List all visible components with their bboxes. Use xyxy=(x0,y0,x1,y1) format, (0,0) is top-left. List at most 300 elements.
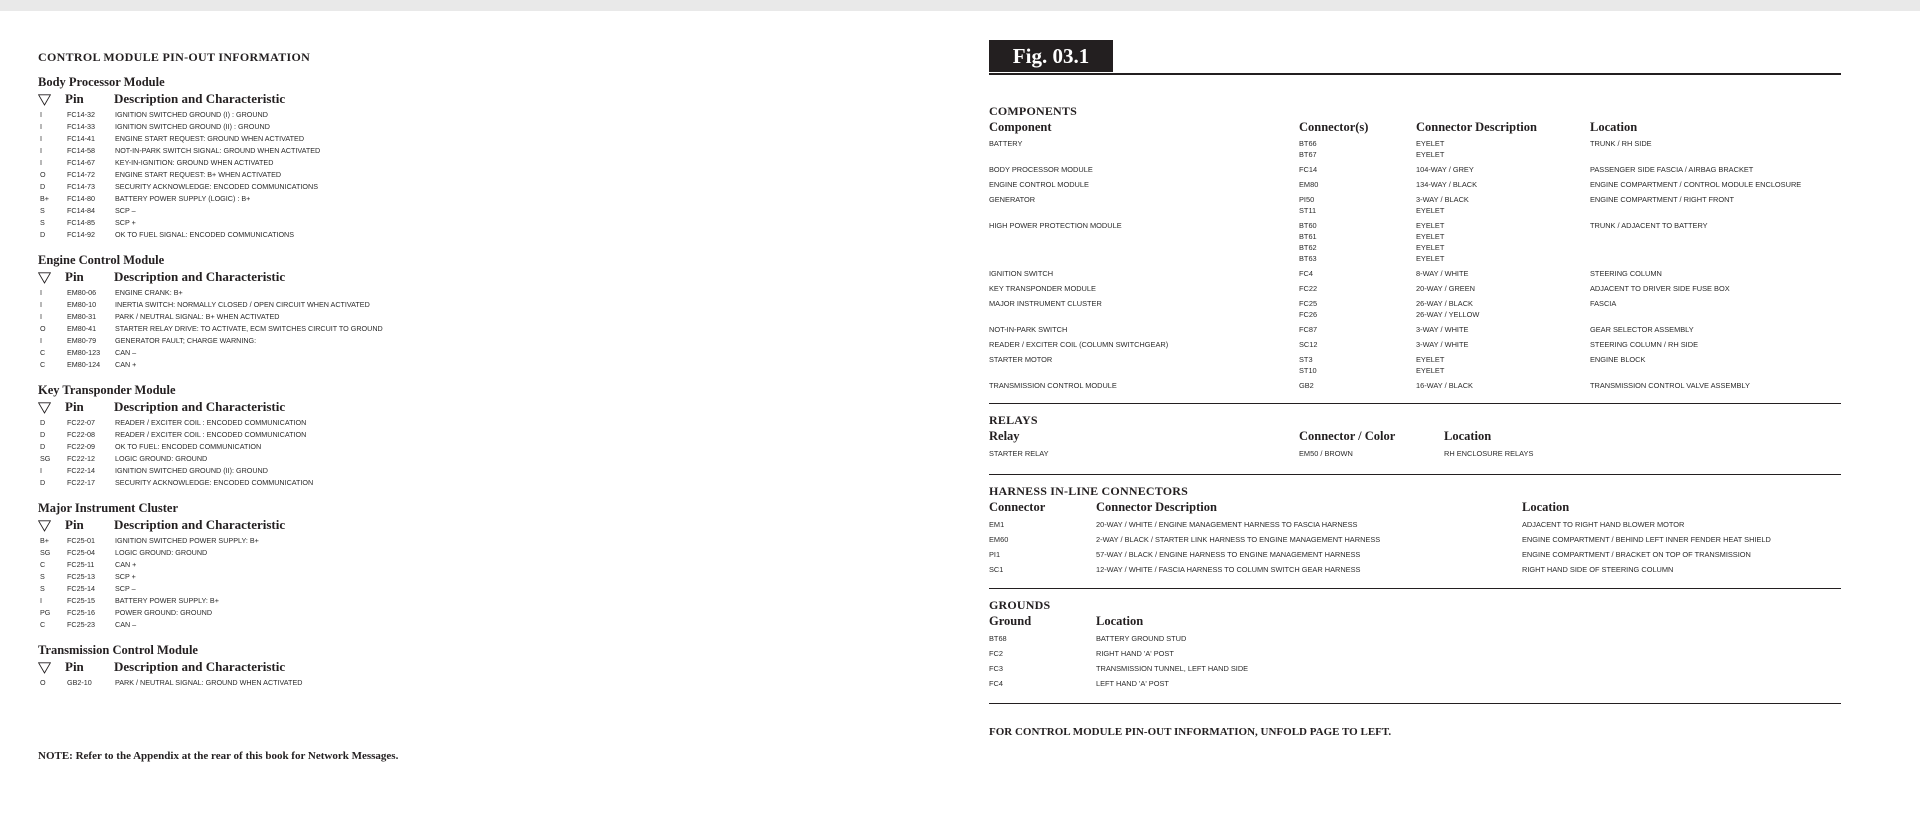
signal-type: I xyxy=(40,336,42,345)
pin-number: FC14-33 xyxy=(67,122,95,131)
signal-type: SG xyxy=(40,454,51,463)
pin-row xyxy=(38,535,938,547)
col-header-harness-description: Connector Description xyxy=(1096,500,1217,514)
pin-description: BATTERY POWER SUPPLY: B+ xyxy=(115,596,219,605)
pin-rows xyxy=(38,417,938,489)
network-note: NOTE: Refer to the Appendix at the rear of this book for Network Messages. xyxy=(38,750,399,762)
module-column-header xyxy=(38,398,938,415)
pin-number: EM80-41 xyxy=(67,324,97,333)
ground-row xyxy=(989,633,1841,648)
module-column-header xyxy=(38,516,938,533)
harness-description: 2-WAY / BLACK / STARTER LINK HARNESS TO ENGINE MANAGEMENT HARNESS xyxy=(1096,535,1381,544)
component-name: TRANSMISSION CONTROL MODULE xyxy=(989,381,1117,390)
pin-number: FC22-12 xyxy=(67,454,95,463)
pin-number: FC25-11 xyxy=(67,560,95,569)
component-location: ENGINE BLOCK xyxy=(1590,355,1646,364)
signal-type: O xyxy=(40,678,46,687)
connector-description: EYELET xyxy=(1416,243,1445,252)
figure-rule xyxy=(989,73,1841,75)
pin-number: FC22-08 xyxy=(67,430,95,439)
pin-number: FC22-07 xyxy=(67,418,95,427)
connector-id: ST3 xyxy=(1299,355,1313,364)
module-column-header xyxy=(38,90,938,107)
signal-type: D xyxy=(40,478,46,487)
harness-location: ENGINE COMPARTMENT / BEHIND LEFT INNER FENDER HEAT SHIELD xyxy=(1522,535,1771,544)
module-list xyxy=(38,75,938,689)
pin-number: EM80-79 xyxy=(67,336,97,345)
component-row xyxy=(989,298,1841,324)
connector-description: 3-WAY / BLACK xyxy=(1416,195,1469,204)
pin-description: PARK / NEUTRAL SIGNAL: GROUND WHEN ACTIVATED xyxy=(115,678,303,687)
pin-description: SECURITY ACKNOWLEDGE: ENCODED COMMUNICATIONS xyxy=(115,182,318,191)
module-section xyxy=(38,501,938,631)
component-location: GEAR SELECTOR ASSEMBLY xyxy=(1590,325,1694,334)
signal-type: C xyxy=(40,348,46,357)
pin-row xyxy=(38,109,938,121)
pin-description: SCP – xyxy=(115,584,136,593)
pin-number: FC25-01 xyxy=(67,536,95,545)
ground-id: FC3 xyxy=(989,664,1003,673)
harness-location: ENGINE COMPARTMENT / BRACKET ON TOP OF TRANSMISSION xyxy=(1522,550,1751,559)
signal-type: B+ xyxy=(40,194,49,203)
pin-row xyxy=(38,169,938,181)
connector-id: EM80 xyxy=(1299,180,1319,189)
components-title: COMPONENTS xyxy=(989,104,1078,118)
figure-label: Fig. 03.1 xyxy=(989,40,1113,72)
signal-type: C xyxy=(40,560,46,569)
pin-row xyxy=(38,311,938,323)
pin-row xyxy=(38,335,938,347)
pin-row xyxy=(38,477,938,489)
ground-id: FC4 xyxy=(989,679,1003,688)
connector-id: FC25 xyxy=(1299,299,1318,308)
pin-row xyxy=(38,359,938,371)
harness-connector: EM1 xyxy=(989,520,1005,529)
pin-rows xyxy=(38,109,938,241)
signal-type: O xyxy=(40,170,46,179)
components-header xyxy=(989,119,1841,136)
left-page xyxy=(38,48,938,689)
pin-number: FC25-04 xyxy=(67,548,95,557)
pin-number: FC14-72 xyxy=(67,170,95,179)
pin-row xyxy=(38,299,938,311)
module-column-header xyxy=(38,658,938,675)
pin-number: FC22-17 xyxy=(67,478,95,487)
pin-description: CAN – xyxy=(115,620,137,629)
component-location: STEERING COLUMN xyxy=(1590,269,1662,278)
component-location: TRANSMISSION CONTROL VALVE ASSEMBLY xyxy=(1590,381,1750,390)
signal-type: O xyxy=(40,324,46,333)
connector-id: BT66 xyxy=(1299,139,1317,148)
pin-description: BATTERY POWER SUPPLY (LOGIC) : B+ xyxy=(115,194,251,203)
connector-id: FC87 xyxy=(1299,325,1318,334)
signal-type: I xyxy=(40,312,42,321)
triangle-icon xyxy=(38,519,51,531)
pin-description: READER / EXCITER COIL : ENCODED COMMUNICATION xyxy=(115,430,307,439)
pin-number: EM80-31 xyxy=(67,312,97,321)
harness-row xyxy=(989,534,1841,549)
component-location: ADJACENT TO DRIVER SIDE FUSE BOX xyxy=(1590,284,1730,293)
col-header-harness-location: Location xyxy=(1522,500,1570,514)
col-header-ground: Ground xyxy=(989,614,1032,628)
pin-description: ENGINE CRANK: B+ xyxy=(115,288,183,297)
signal-type: C xyxy=(40,360,46,369)
signal-type: SG xyxy=(40,548,51,557)
harness-row xyxy=(989,549,1841,564)
col-header-component: Component xyxy=(989,120,1052,134)
connector-description: 20-WAY / GREEN xyxy=(1416,284,1476,293)
pin-header: Pin xyxy=(65,91,84,106)
module-section xyxy=(38,643,938,689)
component-name: BODY PROCESSOR MODULE xyxy=(989,165,1093,174)
signal-type: I xyxy=(40,288,42,297)
signal-type: S xyxy=(40,584,45,593)
pin-row xyxy=(38,559,938,571)
pin-number: FC14-32 xyxy=(67,110,95,119)
pin-description: ENGINE START REQUEST: B+ WHEN ACTIVATED xyxy=(115,170,282,179)
connector-id: SC12 xyxy=(1299,340,1318,349)
pin-row xyxy=(38,229,938,241)
description-header: Description and Characteristic xyxy=(114,517,286,532)
pin-description: IGNITION SWITCHED GROUND (I) : GROUND xyxy=(115,110,268,119)
col-header-ground-location: Location xyxy=(1096,614,1144,628)
page-title: CONTROL MODULE PIN-OUT INFORMATION xyxy=(38,50,311,64)
pin-description: INERTIA SWITCH: NORMALLY CLOSED / OPEN CIRCUIT WHEN ACTIVATED xyxy=(115,300,370,309)
pin-row xyxy=(38,157,938,169)
ground-location: RIGHT HAND 'A' POST xyxy=(1096,649,1174,658)
grounds-rows xyxy=(989,633,1841,693)
component-row xyxy=(989,164,1841,179)
connector-id: BT62 xyxy=(1299,243,1317,252)
pin-description: OK TO FUEL SIGNAL: ENCODED COMMUNICATIONS xyxy=(115,230,295,239)
connector-description: 3-WAY / WHITE xyxy=(1416,340,1469,349)
harness-connector: EM60 xyxy=(989,535,1009,544)
harness-row xyxy=(989,519,1841,534)
pin-row xyxy=(38,677,938,689)
pin-row xyxy=(38,181,938,193)
pin-rows xyxy=(38,287,938,371)
harness-header xyxy=(989,499,1841,516)
col-header-relay: Relay xyxy=(989,429,1020,443)
component-row xyxy=(989,380,1841,395)
component-name: READER / EXCITER COIL (COLUMN SWITCHGEAR) xyxy=(989,340,1169,349)
ground-row xyxy=(989,678,1841,693)
component-row xyxy=(989,220,1841,268)
description-header: Description and Characteristic xyxy=(114,91,286,106)
component-location: ENGINE COMPARTMENT / CONTROL MODULE ENCLOSURE xyxy=(1590,180,1802,189)
connector-description: EYELET xyxy=(1416,254,1445,263)
harness-description: 57-WAY / BLACK / ENGINE HARNESS TO ENGINE MANAGEMENT HARNESS xyxy=(1096,550,1361,559)
component-row xyxy=(989,138,1841,164)
grounds-section xyxy=(989,598,1841,693)
connector-id: FC4 xyxy=(1299,269,1313,278)
ground-location: BATTERY GROUND STUD xyxy=(1096,634,1187,643)
col-header-connector-color: Connector / Color xyxy=(1299,429,1396,443)
connector-description: 16-WAY / BLACK xyxy=(1416,381,1473,390)
pin-description: GENERATOR FAULT; CHARGE WARNING: xyxy=(115,336,257,345)
relay-name: STARTER RELAY xyxy=(989,449,1049,458)
ground-id: FC2 xyxy=(989,649,1003,658)
connector-description: EYELET xyxy=(1416,366,1445,375)
component-row xyxy=(989,194,1841,220)
component-location: PASSENGER SIDE FASCIA / AIRBAG BRACKET xyxy=(1590,165,1754,174)
component-row xyxy=(989,324,1841,339)
pin-description: KEY-IN-IGNITION: GROUND WHEN ACTIVATED xyxy=(115,158,274,167)
connector-id: FC22 xyxy=(1299,284,1318,293)
pin-number: FC22-09 xyxy=(67,442,95,451)
relay-connector: EM50 / BROWN xyxy=(1299,449,1353,458)
unfold-instruction: FOR CONTROL MODULE PIN-OUT INFORMATION, UNFOLD PAGE TO LEFT. xyxy=(989,726,1392,738)
component-name: GENERATOR xyxy=(989,195,1036,204)
section-rule xyxy=(989,703,1841,704)
pin-row xyxy=(38,429,938,441)
signal-type: D xyxy=(40,230,46,239)
connector-id: BT61 xyxy=(1299,232,1317,241)
connector-description: EYELET xyxy=(1416,232,1445,241)
pin-description: SCP + xyxy=(115,218,136,227)
connector-id: PI50 xyxy=(1299,195,1315,204)
connector-id: FC14 xyxy=(1299,165,1318,174)
connector-description: EYELET xyxy=(1416,206,1445,215)
connector-description: 134-WAY / BLACK xyxy=(1416,180,1478,189)
pin-rows xyxy=(38,677,938,689)
pin-header: Pin xyxy=(65,517,84,532)
signal-type: I xyxy=(40,122,42,131)
component-name: IGNITION SWITCH xyxy=(989,269,1054,278)
pin-row xyxy=(38,133,938,145)
pin-description: LOGIC GROUND: GROUND xyxy=(115,454,208,463)
connector-id: BT67 xyxy=(1299,150,1317,159)
signal-type: I xyxy=(40,596,42,605)
connector-description: EYELET xyxy=(1416,221,1445,230)
pin-rows xyxy=(38,535,938,631)
pin-row xyxy=(38,347,938,359)
col-header-connector: Connector xyxy=(989,500,1046,514)
pin-number: GB2-10 xyxy=(67,678,92,687)
connector-description: 26-WAY / YELLOW xyxy=(1416,310,1480,319)
section-rule xyxy=(989,403,1841,404)
pin-description: READER / EXCITER COIL : ENCODED COMMUNICATION xyxy=(115,418,307,427)
relays-title: RELAYS xyxy=(989,413,1038,427)
pin-number: FC14-67 xyxy=(67,158,95,167)
component-row xyxy=(989,268,1841,283)
component-row xyxy=(989,339,1841,354)
pin-row xyxy=(38,441,938,453)
col-header-relay-location: Location xyxy=(1444,429,1492,443)
pin-number: FC14-85 xyxy=(67,218,95,227)
pin-number: FC25-13 xyxy=(67,572,95,581)
pin-number: FC14-41 xyxy=(67,134,95,143)
signal-type: D xyxy=(40,430,46,439)
pin-row xyxy=(38,547,938,559)
component-row xyxy=(989,179,1841,194)
signal-type: D xyxy=(40,418,46,427)
connector-description: EYELET xyxy=(1416,355,1445,364)
pin-header: Pin xyxy=(65,399,84,414)
pin-number: FC14-58 xyxy=(67,146,95,155)
harness-row xyxy=(989,564,1841,579)
pin-number: FC14-92 xyxy=(67,230,95,239)
connector-id: ST11 xyxy=(1299,206,1317,215)
pin-row xyxy=(38,465,938,477)
harness-rows xyxy=(989,519,1841,579)
module-section xyxy=(38,383,938,489)
pin-row xyxy=(38,145,938,157)
relay-row xyxy=(989,448,1841,463)
section-rule xyxy=(989,588,1841,589)
component-location: TRUNK / RH SIDE xyxy=(1590,139,1652,148)
component-name: KEY TRANSPONDER MODULE xyxy=(989,284,1096,293)
col-header-location: Location xyxy=(1590,120,1638,134)
pin-row xyxy=(38,323,938,335)
connector-description: EYELET xyxy=(1416,139,1445,148)
pin-row xyxy=(38,453,938,465)
component-location: TRUNK / ADJACENT TO BATTERY xyxy=(1590,221,1708,230)
connector-id: ST10 xyxy=(1299,366,1317,375)
module-section xyxy=(38,253,938,371)
triangle-icon xyxy=(38,661,51,673)
components-section xyxy=(989,104,1841,395)
module-title: Engine Control Module xyxy=(38,253,165,267)
pin-row xyxy=(38,193,938,205)
module-title: Key Transponder Module xyxy=(38,383,176,397)
signal-type: I xyxy=(40,466,42,475)
pin-description: CAN – xyxy=(115,348,137,357)
signal-type: I xyxy=(40,110,42,119)
grounds-title: GROUNDS xyxy=(989,598,1051,612)
pin-number: FC25-23 xyxy=(67,620,95,629)
connector-description: 104-WAY / GREY xyxy=(1416,165,1474,174)
description-header: Description and Characteristic xyxy=(114,659,286,674)
pin-description: CAN + xyxy=(115,560,137,569)
relays-header xyxy=(989,428,1841,445)
signal-type: I xyxy=(40,300,42,309)
relays-rows xyxy=(989,448,1841,463)
harness-section xyxy=(989,484,1841,579)
component-name: NOT-IN-PARK SWITCH xyxy=(989,325,1068,334)
harness-description: 12-WAY / WHITE / FASCIA HARNESS TO COLUMN SWITCH GEAR HARNESS xyxy=(1096,565,1361,574)
pin-row xyxy=(38,583,938,595)
grounds-header xyxy=(989,613,1841,630)
pin-number: FC25-14 xyxy=(67,584,95,593)
connector-description: 26-WAY / BLACK xyxy=(1416,299,1473,308)
module-title: Transmission Control Module xyxy=(38,643,198,657)
connector-id: BT63 xyxy=(1299,254,1317,263)
signal-type: PG xyxy=(40,608,51,617)
component-name: BATTERY xyxy=(989,139,1023,148)
triangle-icon xyxy=(38,271,51,283)
pin-description: LOGIC GROUND: GROUND xyxy=(115,548,208,557)
section-rule xyxy=(989,474,1841,475)
pin-description: POWER GROUND: GROUND xyxy=(115,608,213,617)
pin-row xyxy=(38,205,938,217)
relays-section xyxy=(989,413,1841,463)
signal-type: I xyxy=(40,146,42,155)
harness-description: 20-WAY / WHITE / ENGINE MANAGEMENT HARNESS TO FASCIA HARNESS xyxy=(1096,520,1358,529)
connector-id: FC26 xyxy=(1299,310,1318,319)
pin-row xyxy=(38,619,938,631)
top-border xyxy=(0,0,1920,11)
pin-description: OK TO FUEL: ENCODED COMMUNICATION xyxy=(115,442,262,451)
module-section xyxy=(38,75,938,241)
connector-description: 3-WAY / WHITE xyxy=(1416,325,1469,334)
pin-row xyxy=(38,217,938,229)
triangle-icon xyxy=(38,93,51,105)
harness-title: HARNESS IN-LINE CONNECTORS xyxy=(989,484,1189,498)
ground-location: TRANSMISSION TUNNEL, LEFT HAND SIDE xyxy=(1096,664,1249,673)
pin-description: SCP + xyxy=(115,572,136,581)
connector-id: BT60 xyxy=(1299,221,1317,230)
harness-connector: SC1 xyxy=(989,565,1004,574)
signal-type: I xyxy=(40,134,42,143)
pin-row xyxy=(38,607,938,619)
pin-header: Pin xyxy=(65,269,84,284)
components-rows xyxy=(989,138,1841,395)
ground-id: BT68 xyxy=(989,634,1007,643)
pin-number: FC14-80 xyxy=(67,194,95,203)
component-row xyxy=(989,283,1841,298)
col-header-connector-description: Connector Description xyxy=(1416,120,1537,134)
pin-description: STARTER RELAY DRIVE: TO ACTIVATE, ECM SWITCHES CIRCUIT TO GROUND xyxy=(115,324,383,333)
signal-type: D xyxy=(40,182,46,191)
pin-row xyxy=(38,595,938,607)
pin-number: FC14-73 xyxy=(67,182,95,191)
component-location: ENGINE COMPARTMENT / RIGHT FRONT xyxy=(1590,195,1734,204)
signal-type: I xyxy=(40,158,42,167)
pin-row xyxy=(38,417,938,429)
pin-number: EM80-10 xyxy=(67,300,97,309)
component-row xyxy=(989,354,1841,380)
ground-row xyxy=(989,663,1841,678)
signal-type: S xyxy=(40,572,45,581)
pin-description: IGNITION SWITCHED POWER SUPPLY: B+ xyxy=(115,536,259,545)
pin-description: SECURITY ACKNOWLEDGE: ENCODED COMMUNICATION xyxy=(115,478,314,487)
description-header: Description and Characteristic xyxy=(114,269,286,284)
ground-row xyxy=(989,648,1841,663)
pin-row xyxy=(38,121,938,133)
pin-description: IGNITION SWITCHED GROUND (II): GROUND xyxy=(115,466,268,475)
pin-number: FC25-16 xyxy=(67,608,95,617)
pin-description: ENGINE START REQUEST: GROUND WHEN ACTIVATED xyxy=(115,134,305,143)
ground-location: LEFT HAND 'A' POST xyxy=(1096,679,1169,688)
connector-description: 8-WAY / WHITE xyxy=(1416,269,1469,278)
col-header-connectors: Connector(s) xyxy=(1299,120,1369,134)
connector-description: EYELET xyxy=(1416,150,1445,159)
pin-description: PARK / NEUTRAL SIGNAL: B+ WHEN ACTIVATED xyxy=(115,312,280,321)
signal-type: S xyxy=(40,218,45,227)
pin-description: NOT-IN-PARK SWITCH SIGNAL: GROUND WHEN ACTIVATED xyxy=(115,146,321,155)
pin-number: EM80-124 xyxy=(67,360,101,369)
harness-location: ADJACENT TO RIGHT HAND BLOWER MOTOR xyxy=(1522,520,1685,529)
pin-row xyxy=(38,571,938,583)
harness-location: RIGHT HAND SIDE OF STEERING COLUMN xyxy=(1522,565,1674,574)
pin-row xyxy=(38,287,938,299)
pin-number: FC22-14 xyxy=(67,466,95,475)
connector-id: GB2 xyxy=(1299,381,1314,390)
pin-number: EM80-123 xyxy=(67,348,101,357)
pin-number: FC25-15 xyxy=(67,596,95,605)
module-column-header xyxy=(38,268,938,285)
component-name: HIGH POWER PROTECTION MODULE xyxy=(989,221,1122,230)
signal-type: C xyxy=(40,620,46,629)
pin-description: CAN + xyxy=(115,360,137,369)
signal-type: S xyxy=(40,206,45,215)
relay-location: RH ENCLOSURE RELAYS xyxy=(1444,449,1534,458)
harness-connector: PI1 xyxy=(989,550,1001,559)
pin-number: EM80-06 xyxy=(67,288,97,297)
component-name: ENGINE CONTROL MODULE xyxy=(989,180,1089,189)
triangle-icon xyxy=(38,401,51,413)
